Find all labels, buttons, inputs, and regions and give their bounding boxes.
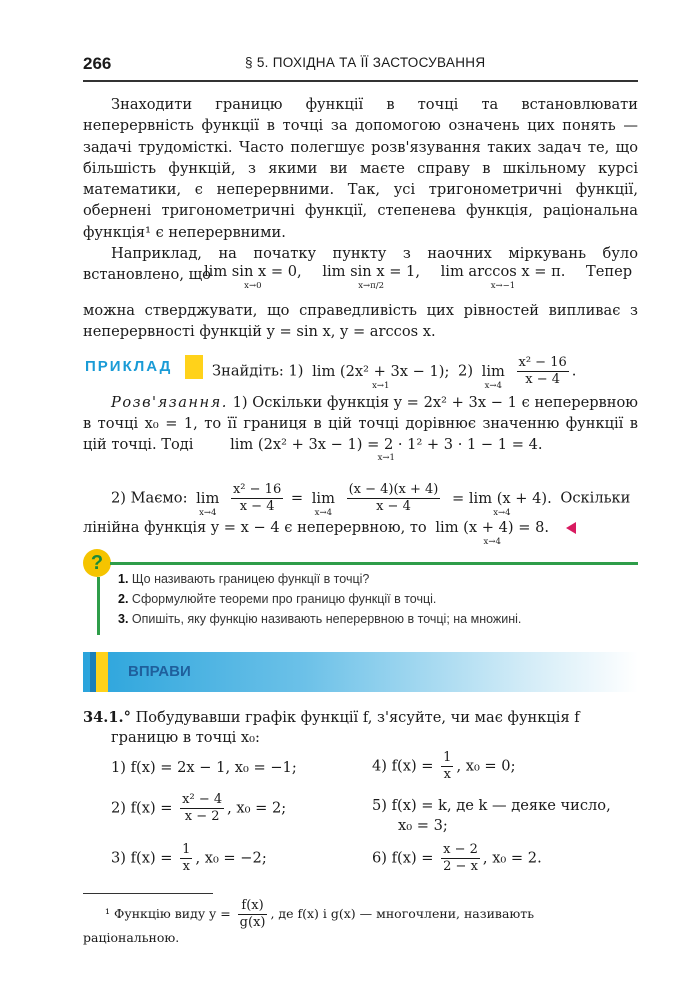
exercise-item-2: 2) f(x) = $\frac{\text{x² − 4}}{x - 2}$ , x₀ = 2; xyxy=(111,792,287,824)
exercise-item-5: 5) f(x) = k, де k — деяке число, x₀ = 3; xyxy=(372,797,611,834)
footnote-line2: раціональною. xyxy=(83,930,180,945)
exercises-heading: ВПРАВИ xyxy=(128,663,191,680)
solution-part2: 2) Маємо: lim x→4 $\frac{\text{x² − 16}}{x - 4}$ = lim x→4 $\frac{(x - 4)(x + 4)}{x - 4}$ = lim (x + 4). x→4 Оскільки xyxy=(111,482,631,518)
exercise-item-4: 4) f(x) = $\frac{1}{x}$ , x₀ = 0; xyxy=(372,750,516,782)
questions-side-rule xyxy=(97,577,100,635)
header-divider xyxy=(83,80,638,82)
example-badge-label: ПРИКЛАД xyxy=(83,355,185,379)
question-3: 3. Опишіть, яку функцію називають неперервною в точці; на множині. xyxy=(118,612,522,626)
limits-line xyxy=(200,262,640,291)
footnote-rule xyxy=(83,893,213,894)
exercise-item-3: 3) f(x) = $\frac{1}{x}$ , x₀ = −2; xyxy=(111,842,267,874)
solution-part2-line2: лінійна функція y = x − 4 є неперервною, то lim (x + 4) = 8. x→4 xyxy=(83,518,643,538)
footnote-line1: ¹ Функцію виду y = $\frac{f(x)}{g(x)}$ , де f(x) і g(x) — многочлени, називають xyxy=(105,898,535,930)
exercises-stripe-yellow xyxy=(96,652,108,692)
end-marker-icon xyxy=(566,522,576,534)
limit-sin-zero: lim sin x = 0, x→0 xyxy=(204,263,302,291)
page-number: 266 xyxy=(83,54,112,73)
example-task: Знайдіть: 1) lim (2x² + 3x − 1); x→1 2) lim x→4 $\frac{\text{x² − 16}}{x - 4}$ . xyxy=(212,355,577,391)
intro-text xyxy=(83,94,638,291)
task2-fraction: $\frac{\text{x² − 16}}{x - 4}$ xyxy=(518,355,567,387)
continuation-text: можна стверджувати, що справедливість цих рівностей випливає з неперервності функцій y = sin x, y = arccos x. xyxy=(83,302,638,341)
paragraph-1: Знаходити границю функції в точці та встановлювати неперервність функції в точці за допомогою означень цих понять — задачі трудомісткі. Часто полегшує розв'язування таких задач те, що більшість функцій, з якими ви маєте справу в шкільному курсі математики, є неперервними. Так, усі тригонометричні функції, обернені тригонометричні функції, степенева функція, раціональна функція¹ є неперервними. xyxy=(83,96,638,241)
solution-label: Розв'язання. xyxy=(111,394,228,411)
section-title: § 5. ПОХІДНА ТА ЇЇ ЗАСТОСУВАННЯ xyxy=(245,55,486,70)
solution-part1: Розв'язання. 1) Оскільки функція y = 2x² + 3x − 1 є неперервною в точці x₀ = 1, то її границя в цій точці дорівнює значенню функції в цій точці. Тоді lim (2x² + 3x − 1) = 2 · 1² + 3 · 1 − 1 = 4. x→1 xyxy=(83,394,638,463)
example-badge xyxy=(83,355,203,379)
paragraph-2: Наприклад, на початку пункту з наочних міркувань було встановлено, що xyxy=(83,245,638,284)
questions-top-rule xyxy=(110,562,638,565)
exercise-item-1: 1) f(x) = 2x − 1, x₀ = −1; xyxy=(111,759,297,776)
limit-sin-pi-half: lim sin x = 1, x→π/2 xyxy=(322,263,420,291)
solution1-limit: lim (2x² + 3x − 1) = 2 · 1² + 3 · 1 − 1 = 4. x→1 xyxy=(230,436,543,463)
question-mark-icon: ? xyxy=(83,549,111,577)
question-1: 1. Що називають границею функції в точці? xyxy=(118,572,370,586)
exercise-item-6: 6) f(x) = $\frac{x - 2}{2 - x}$ , x₀ = 2. xyxy=(372,842,542,874)
exercise-statement: 34.1.° Побудувавши графік функції f, з'ясуйте, чи має функція f xyxy=(83,709,580,726)
question-2: 2. Сформулюйте теореми про границю функції в точці. xyxy=(118,592,437,606)
exercise-statement-line2: границю в точці x₀: xyxy=(111,729,260,746)
tepler-word: Тепер xyxy=(585,263,633,280)
exercise-number: 34.1.° xyxy=(83,709,131,726)
limit-arccos: lim arccos x = π. x→−1 xyxy=(440,263,566,291)
